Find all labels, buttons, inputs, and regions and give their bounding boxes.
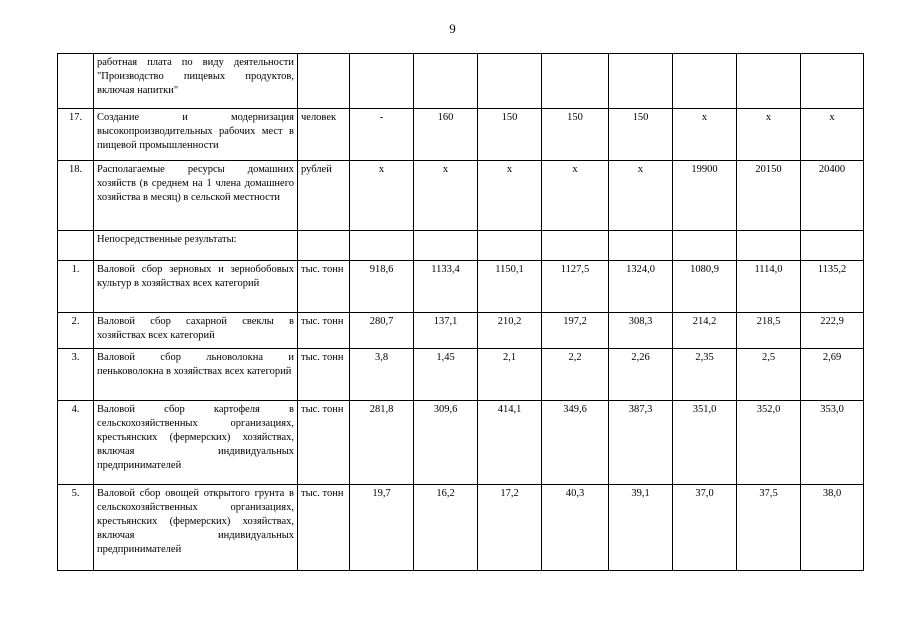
value-cell: 19900 <box>673 161 737 231</box>
value-cell: 308,3 <box>609 313 673 349</box>
value-cell: 38,0 <box>801 485 864 571</box>
value-cell: 1080,9 <box>673 261 737 313</box>
indicator-name: Валовой сбор зерновых и зернобобовых культур в хозяйствах всех категорий <box>94 261 298 313</box>
value-cell: 2,1 <box>478 349 542 401</box>
value-cell <box>737 54 801 109</box>
value-cell: 210,2 <box>478 313 542 349</box>
value-cell: x <box>478 161 542 231</box>
table-row <box>58 231 864 261</box>
value-cell <box>542 231 609 261</box>
value-cell: 1135,2 <box>801 261 864 313</box>
value-cell: 2,26 <box>609 349 673 401</box>
row-number: 1. <box>58 261 94 313</box>
value-cell <box>801 231 864 261</box>
table-row <box>58 109 864 161</box>
value-cell: 19,7 <box>350 485 414 571</box>
value-cell <box>414 54 478 109</box>
value-cell: 218,5 <box>737 313 801 349</box>
indicator-name: Непосредственные результаты: <box>94 231 298 261</box>
row-number: 17. <box>58 109 94 161</box>
value-cell <box>801 54 864 109</box>
indicator-name: Валовой сбор картофеля в сельскохозяйственных организациях, крестьянских (фермерских) хозяйствах, включая индивидуальных предпринимателей <box>94 401 298 485</box>
row-number: 18. <box>58 161 94 231</box>
value-cell <box>478 231 542 261</box>
table-row <box>58 261 864 313</box>
table-row <box>58 485 864 571</box>
value-cell: x <box>542 161 609 231</box>
value-cell: 918,6 <box>350 261 414 313</box>
value-cell: x <box>414 161 478 231</box>
value-cell: 222,9 <box>801 313 864 349</box>
value-cell: 160 <box>414 109 478 161</box>
value-cell: x <box>673 109 737 161</box>
value-cell: 1133,4 <box>414 261 478 313</box>
unit-cell: тыс. тонн <box>298 485 350 571</box>
value-cell: 150 <box>542 109 609 161</box>
indicator-name: Располагаемые ресурсы домашних хозяйств (в среднем на 1 члена домашнего хозяйства в месяц) в сельской местности <box>94 161 298 231</box>
table-row <box>58 401 864 485</box>
value-cell: 40,3 <box>542 485 609 571</box>
value-cell: 387,3 <box>609 401 673 485</box>
unit-cell: тыс. тонн <box>298 261 350 313</box>
table-row <box>58 161 864 231</box>
value-cell: - <box>350 109 414 161</box>
value-cell: 351,0 <box>673 401 737 485</box>
value-cell <box>673 231 737 261</box>
value-cell: 20400 <box>801 161 864 231</box>
row-number: 3. <box>58 349 94 401</box>
value-cell: 150 <box>478 109 542 161</box>
unit-cell <box>298 54 350 109</box>
value-cell: 349,6 <box>542 401 609 485</box>
unit-cell: тыс. тонн <box>298 313 350 349</box>
value-cell: 281,8 <box>350 401 414 485</box>
table-row <box>58 54 864 109</box>
table-row <box>58 313 864 349</box>
value-cell: 2,2 <box>542 349 609 401</box>
value-cell: 309,6 <box>414 401 478 485</box>
unit-cell: рублей <box>298 161 350 231</box>
value-cell: 37,0 <box>673 485 737 571</box>
value-cell <box>609 231 673 261</box>
unit-cell: человек <box>298 109 350 161</box>
value-cell: 2,5 <box>737 349 801 401</box>
value-cell: 197,2 <box>542 313 609 349</box>
value-cell: 1324,0 <box>609 261 673 313</box>
indicator-name: Валовой сбор сахарной свеклы в хозяйствах всех категорий <box>94 313 298 349</box>
value-cell: x <box>350 161 414 231</box>
value-cell: 20150 <box>737 161 801 231</box>
unit-cell <box>298 231 350 261</box>
value-cell: 37,5 <box>737 485 801 571</box>
indicator-name: Валовой сбор льноволокна и пеньковолокна в хозяйствах всех категорий <box>94 349 298 401</box>
value-cell <box>350 231 414 261</box>
row-number <box>58 231 94 261</box>
value-cell: 352,0 <box>737 401 801 485</box>
value-cell: x <box>801 109 864 161</box>
value-cell <box>737 231 801 261</box>
indicators-table <box>57 53 864 571</box>
page-number: 9 <box>449 21 456 36</box>
row-number: 2. <box>58 313 94 349</box>
unit-cell: тыс. тонн <box>298 401 350 485</box>
row-number: 5. <box>58 485 94 571</box>
row-number: 4. <box>58 401 94 485</box>
value-cell <box>542 54 609 109</box>
value-cell: 16,2 <box>414 485 478 571</box>
value-cell: 39,1 <box>609 485 673 571</box>
unit-cell: тыс. тонн <box>298 349 350 401</box>
value-cell: 1150,1 <box>478 261 542 313</box>
row-number <box>58 54 94 109</box>
value-cell: 1127,5 <box>542 261 609 313</box>
value-cell: 2,35 <box>673 349 737 401</box>
value-cell: 414,1 <box>478 401 542 485</box>
indicator-name: Валовой сбор овощей открытого грунта в сельскохозяйственных организациях, крестьянских (фермерских) хозяйствах, включая индивидуальных предпринимателей <box>94 485 298 571</box>
value-cell: 214,2 <box>673 313 737 349</box>
value-cell: 1114,0 <box>737 261 801 313</box>
value-cell: 3,8 <box>350 349 414 401</box>
value-cell: 150 <box>609 109 673 161</box>
value-cell: 137,1 <box>414 313 478 349</box>
value-cell: 353,0 <box>801 401 864 485</box>
value-cell <box>609 54 673 109</box>
indicator-name: работная плата по виду деятельности "Производство пищевых продуктов, включая напитки" <box>94 54 298 109</box>
value-cell: x <box>609 161 673 231</box>
value-cell: 2,69 <box>801 349 864 401</box>
value-cell: 17,2 <box>478 485 542 571</box>
value-cell <box>673 54 737 109</box>
value-cell <box>478 54 542 109</box>
value-cell <box>350 54 414 109</box>
value-cell: 280,7 <box>350 313 414 349</box>
table-row <box>58 349 864 401</box>
value-cell: 1,45 <box>414 349 478 401</box>
value-cell <box>414 231 478 261</box>
value-cell: x <box>737 109 801 161</box>
indicator-name: Создание и модернизация высокопроизводительных рабочих мест в пищевой промышленности <box>94 109 298 161</box>
